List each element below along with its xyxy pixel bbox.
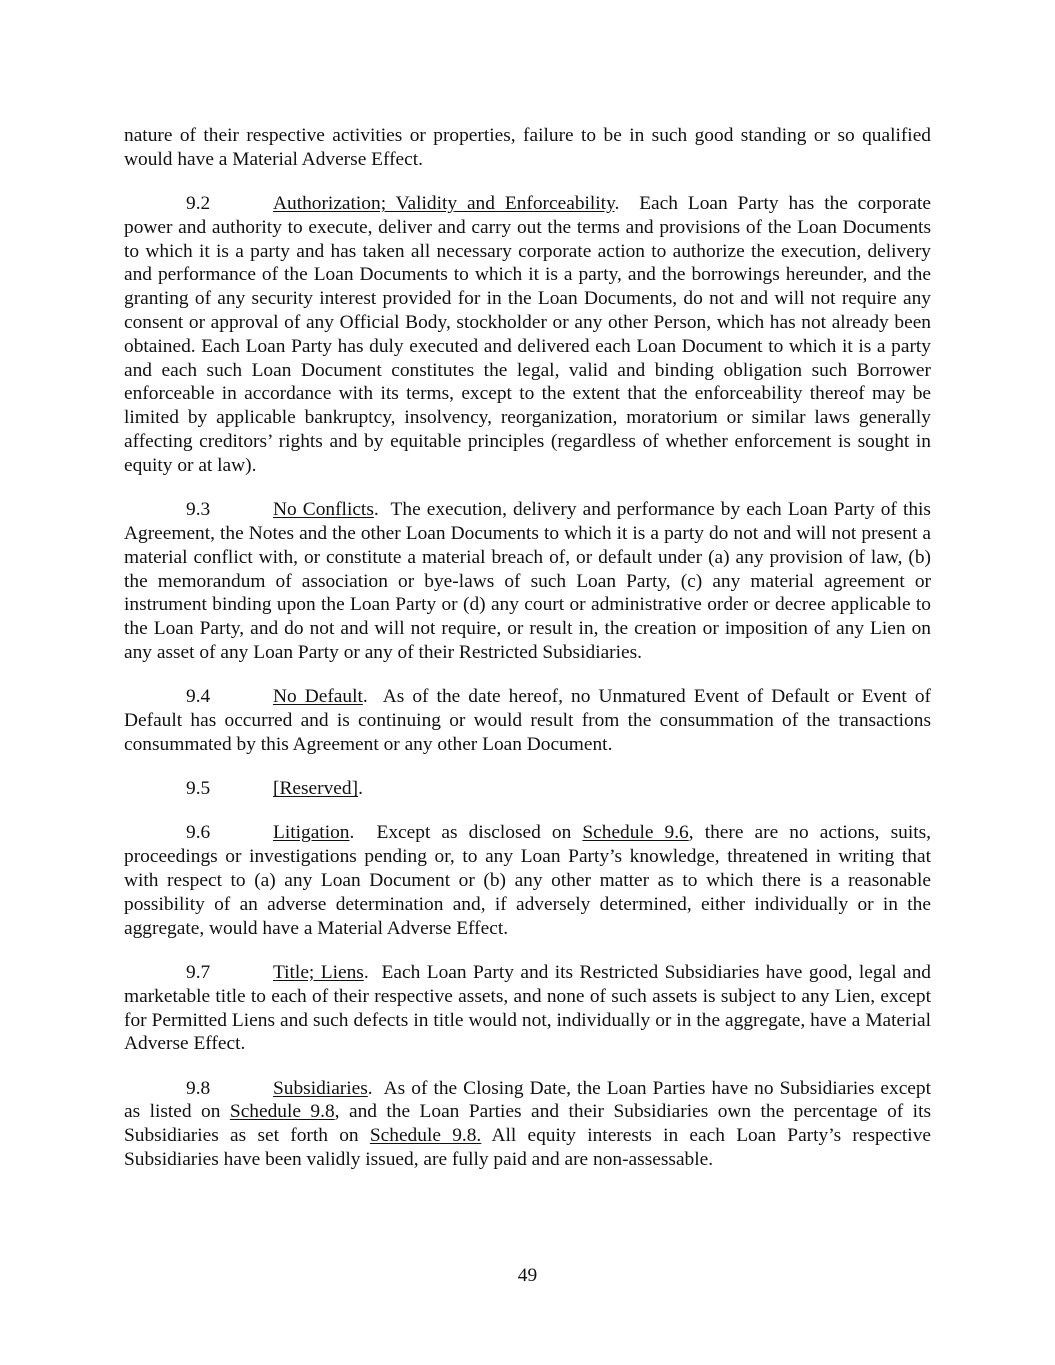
section-number: 9.7 [186,961,211,983]
section-number: 9.8 [186,1077,211,1099]
title-suffix: . [614,193,620,215]
title-suffix: . [362,686,368,708]
section-9-7 [124,961,931,1056]
schedule-reference: Schedule 9.8 [229,1101,335,1123]
title-suffix: . [367,1077,373,1099]
title-suffix: . [358,778,363,800]
section-number: 9.4 [186,686,211,708]
section-body-before: Except as disclosed on [376,822,572,844]
section-number: 9.2 [186,193,211,215]
section-title: Litigation [273,822,350,844]
section-number: 9.3 [186,499,211,521]
section-body-before: As of the Closing Date, the Loan Parties have no Subsidiaries except as listed on [124,1077,931,1123]
section-body-after: All equity interests in each Loan Party’s respective Subsidiaries have been validly issued, are fully paid and are non-assessable. [124,1125,932,1170]
section-9-3 [124,498,931,665]
title-suffix: . [373,499,379,521]
section-title: No Default [273,686,363,708]
schedule-reference: Schedule 9.8. [369,1125,482,1147]
section-body-after: , there are no actions, suits, proceedings or investigations pending or, to any Loan Party’s knowledge, threatened in writing that with respect to (a) any Loan Document or (b) any other matter as to which there is a reasonable possibility of an adverse determination and, if adversely determined, either individually or in the aggregate, would have a Material Adverse Effect. [124,822,931,939]
intro-text: nature of their respective activities or properties, failure to be in such good standing or so qualified would have a Material Adverse Effect. [124,125,931,170]
section-title: Authorization; Validity and Enforceability [273,193,615,215]
section-title: Subsidiaries [273,1077,368,1099]
section-body: Each Loan Party has the corporate power and authority to execute, deliver and carry out the terms and provisions of the Loan Documents to which it is a party and has taken all necessary corporate action to authorize the execution, delivery and performance of the Loan Documents to which it is a party, and the borrowings hereunder, and the granting of any security interest provided for in the Loan Documents, do not and will not require any consent or approval of any Official Body, stockholder or any other Person, which has not already been obtained. Each Loan Party has duly executed and delivered each Loan Document to which it is a party and each such Loan Document constitutes the legal, valid and binding obligation such Borrower enforceable in accordance with its terms, except to the extent that the enforceability thereof may be limited by applicable bankruptcy, insolvency, reorganization, moratorium or similar laws generally affecting creditors’ rights and by equitable principles (regardless of whether enforcement is sought in equity or at law). [124,193,932,476]
section-number: 9.6 [186,822,211,844]
section-9-6 [124,821,931,940]
section-body: As of the date hereof, no Unmatured Event of Default or Event of Default has occurred and is continuing or would result from the consummation of the transactions consummated by this Agreement or any other Loan Document. [124,686,931,755]
section-9-4 [124,685,931,756]
section-body: The execution, delivery and performance by each Loan Party of this Agreement, the Notes and the other Loan Documents to which it is a party do not and will not present a material conflict with, or constitute a material breach of, or default under (a) any provision of law, (b) the memorandum of association or bye-laws of such Loan Party, (c) any material agreement or instrument binding upon the Loan Party or (d) any court or administrative order or decree applicable to the Loan Party, and do not and will not require, or result in, the creation or imposition of any Lien on any asset of any Loan Party or any of their Restricted Subsidiaries. [124,499,931,663]
title-suffix: . [349,822,355,844]
document-page [124,124,931,1192]
section-body-middle: , and the Loan Parties and their Subsidiaries own the percentage of its Subsidiaries as set forth on [124,1101,931,1147]
section-title: No Conflicts [273,499,374,521]
intro-paragraph [124,124,931,172]
section-9-5 [124,777,931,801]
section-9-8 [124,1077,931,1172]
title-suffix: . [363,961,369,983]
section-title: Title; Liens [273,961,364,983]
schedule-reference: Schedule 9.6 [582,822,689,844]
section-9-2 [124,192,931,478]
section-number: 9.5 [186,778,211,800]
page-number: 49 [517,1265,538,1286]
section-title: [Reserved] [273,778,359,800]
section-body: Each Loan Party and its Restricted Subsidiaries have good, legal and marketable title to each of their respective assets, and none of such assets is subject to any Lien, except for Permitted Liens and such defects in title would not, individually or in the aggregate, have a Material Adverse Effect. [124,961,931,1055]
